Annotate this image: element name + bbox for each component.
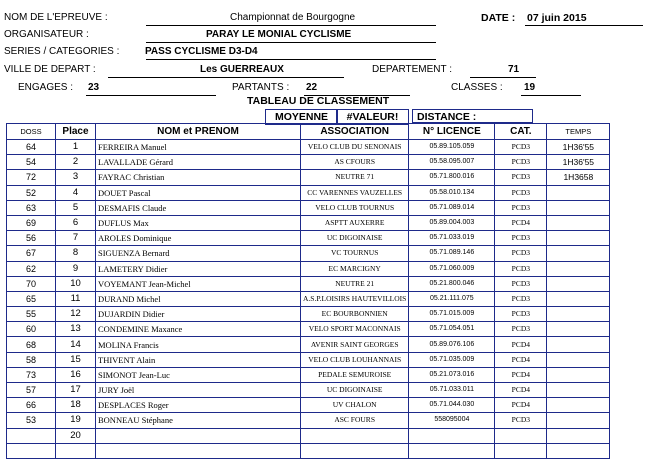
cell-doss: 58 (7, 352, 56, 367)
cell-association (301, 443, 409, 458)
cell-licence: 05.71.089.146 (409, 246, 495, 261)
cell-licence: 05.21.073.016 (409, 367, 495, 382)
cell-doss: 62 (7, 261, 56, 276)
col-header-temps: TEMPS (547, 124, 610, 140)
cell-cat: PCD4 (495, 367, 547, 382)
cell-cat: PCD4 (495, 215, 547, 230)
cell-temps (547, 428, 610, 443)
table-row (7, 200, 610, 215)
cell-temps (547, 322, 610, 337)
cell-cat: PCD4 (495, 398, 547, 413)
series-value: PASS CYCLISME D3-D4 (145, 46, 258, 57)
cell-temps (547, 413, 610, 428)
cell-doss: 53 (7, 413, 56, 428)
table-row (7, 170, 610, 185)
cell-name: BONNEAU Stéphane (96, 413, 301, 428)
cell-place: 5 (56, 200, 96, 215)
moyenne-value: #VALEUR! (346, 111, 399, 123)
cell-doss: 72 (7, 170, 56, 185)
cell-licence (409, 428, 495, 443)
cell-cat: PCD3 (495, 276, 547, 291)
cell-place: 19 (56, 413, 96, 428)
cell-place: 9 (56, 261, 96, 276)
cell-association: ASC FOURS (301, 413, 409, 428)
cell-name: FAYRAC Christian (96, 170, 301, 185)
cell-doss: 66 (7, 398, 56, 413)
epreuve-value: Championnat de Bourgogne (230, 12, 356, 23)
cell-name: MOLINA Francis (96, 337, 301, 352)
table-row (7, 155, 610, 170)
cell-cat: PCD3 (495, 155, 547, 170)
table-row (7, 413, 610, 428)
cell-name: DUJARDIN Didier (96, 307, 301, 322)
cell-name: DESMAFIS Claude (96, 200, 301, 215)
moyenne-label: MOYENNE (274, 111, 329, 123)
table-row (7, 383, 610, 398)
cell-licence: 05.21.111.075 (409, 291, 495, 306)
cell-place (56, 443, 96, 458)
cell-place: 6 (56, 215, 96, 230)
cell-association: VELO CLUB DU SENONAIS (301, 140, 409, 155)
cell-name: CONDEMINE Maxance (96, 322, 301, 337)
cell-doss: 63 (7, 200, 56, 215)
cell-licence: 05.71.089.014 (409, 200, 495, 215)
cell-cat: PCD3 (495, 231, 547, 246)
cell-name: DESPLACES Roger (96, 398, 301, 413)
distance-cell (412, 109, 533, 123)
cell-temps (547, 443, 610, 458)
cell-place: 1 (56, 140, 96, 155)
col-header-name: NOM et PRENOM (96, 124, 301, 140)
table-row (7, 443, 610, 458)
cell-place: 20 (56, 428, 96, 443)
table-row (7, 367, 610, 382)
table-row (7, 337, 610, 352)
engages-label: ENGAGES : (18, 82, 74, 93)
cell-doss (7, 443, 56, 458)
table-row (7, 140, 610, 155)
organisateur-underline (146, 42, 436, 43)
cell-doss: 52 (7, 185, 56, 200)
cell-association: NEUTRE 71 (301, 170, 409, 185)
cell-place: 4 (56, 185, 96, 200)
cell-name: VOYEMANT Jean-Michel (96, 276, 301, 291)
cell-doss: 55 (7, 307, 56, 322)
cell-association: VC TOURNUS (301, 246, 409, 261)
cell-cat: PCD3 (495, 261, 547, 276)
organisateur-label: ORGANISATEUR : (4, 29, 89, 40)
cell-licence: 05.89.105.059 (409, 140, 495, 155)
results-table-body (7, 124, 610, 459)
cell-association: VELO CLUB TOURNUS (301, 200, 409, 215)
ville-value: Les GUERREAUX (200, 64, 284, 75)
cell-temps (547, 367, 610, 382)
partants-label: PARTANTS : (232, 82, 290, 93)
table-row (7, 352, 610, 367)
cell-association (301, 428, 409, 443)
cell-place: 17 (56, 383, 96, 398)
tableau-title: TABLEAU DE CLASSEMENT (247, 95, 390, 107)
cell-doss: 69 (7, 215, 56, 230)
cell-association: EC BOURBONNIEN (301, 307, 409, 322)
cell-cat: PCD3 (495, 200, 547, 215)
cell-temps (547, 398, 610, 413)
cell-association: NEUTRE 21 (301, 276, 409, 291)
cell-name: JURY Joël (96, 383, 301, 398)
cell-cat: PCD3 (495, 307, 547, 322)
cell-place: 13 (56, 322, 96, 337)
cell-temps (547, 231, 610, 246)
table-row (7, 428, 610, 443)
cell-doss: 68 (7, 337, 56, 352)
cell-association: EC MARCIGNY (301, 261, 409, 276)
table-row (7, 215, 610, 230)
series-underline (146, 59, 436, 60)
cell-doss: 70 (7, 276, 56, 291)
cell-licence: 05.71.035.009 (409, 352, 495, 367)
cell-temps (547, 307, 610, 322)
cell-name: DUFLUS Max (96, 215, 301, 230)
cell-licence (409, 443, 495, 458)
cell-place: 3 (56, 170, 96, 185)
cell-cat: PCD4 (495, 352, 547, 367)
cell-association: AS CFOURS (301, 155, 409, 170)
cell-association: PEDALE SEMUROISE (301, 367, 409, 382)
cell-temps (547, 200, 610, 215)
classes-underline (521, 95, 581, 96)
table-header-row (7, 124, 610, 140)
cell-name: LAMETERY Didier (96, 261, 301, 276)
cell-name: SIGUENZA Bernard (96, 246, 301, 261)
cell-doss: 64 (7, 140, 56, 155)
ville-underline (108, 77, 344, 78)
cell-association: ASPTT AUXERRE (301, 215, 409, 230)
departement-underline (470, 77, 536, 78)
cell-place: 16 (56, 367, 96, 382)
cell-name: THIVENT Alain (96, 352, 301, 367)
cell-association: CC VARENNES VAUZELLES (301, 185, 409, 200)
cell-cat: PCD3 (495, 413, 547, 428)
engages-underline (86, 95, 216, 96)
cell-doss (7, 428, 56, 443)
cell-licence: 05.21.800.046 (409, 276, 495, 291)
cell-temps: 1H3658 (547, 170, 610, 185)
epreuve-label: NOM DE L'EPREUVE : (4, 12, 108, 23)
cell-place: 2 (56, 155, 96, 170)
table-row (7, 307, 610, 322)
cell-association: AVENIR SAINT GEORGES (301, 337, 409, 352)
cell-temps (547, 383, 610, 398)
cell-association: UV CHALON (301, 398, 409, 413)
cell-licence: 05.71.060.009 (409, 261, 495, 276)
date-underline (525, 25, 643, 26)
cell-licence: 05.71.054.051 (409, 322, 495, 337)
cell-temps (547, 276, 610, 291)
cell-licence: 05.58.010.134 (409, 185, 495, 200)
table-row (7, 276, 610, 291)
epreuve-underline (146, 25, 436, 26)
cell-place: 10 (56, 276, 96, 291)
cell-licence: 05.58.095.007 (409, 155, 495, 170)
cell-temps (547, 185, 610, 200)
cell-temps (547, 261, 610, 276)
col-header-cat: CAT. (495, 124, 547, 140)
cell-place: 15 (56, 352, 96, 367)
departement-value: 71 (508, 64, 520, 75)
cell-cat: PCD3 (495, 140, 547, 155)
table-row (7, 322, 610, 337)
col-header-place: Place (56, 124, 96, 140)
cell-cat: PCD4 (495, 383, 547, 398)
cell-temps (547, 291, 610, 306)
cell-cat: PCD4 (495, 337, 547, 352)
cell-association: UC DIGOINAISE (301, 231, 409, 246)
cell-place: 12 (56, 307, 96, 322)
cell-place: 8 (56, 246, 96, 261)
organisateur-value: PARAY LE MONIAL CYCLISME (206, 29, 352, 40)
cell-name (96, 428, 301, 443)
departement-label: DEPARTEMENT : (372, 64, 453, 75)
cell-name: SIMONOT Jean-Luc (96, 367, 301, 382)
series-label: SERIES / CATEGORIES : (4, 46, 120, 57)
engages-value: 23 (88, 82, 100, 93)
cell-temps: 1H36'55 (547, 140, 610, 155)
cell-place: 18 (56, 398, 96, 413)
cell-place: 7 (56, 231, 96, 246)
table-row (7, 246, 610, 261)
date-value: 07 juin 2015 (527, 12, 587, 24)
col-header-doss: DOSS (7, 124, 56, 140)
cell-place: 11 (56, 291, 96, 306)
cell-name: DURAND Michel (96, 291, 301, 306)
col-header-association: ASSOCIATION (301, 124, 409, 140)
cell-doss: 56 (7, 231, 56, 246)
cell-cat (495, 428, 547, 443)
cell-doss: 67 (7, 246, 56, 261)
cell-place: 14 (56, 337, 96, 352)
cell-licence: 05.71.033.019 (409, 231, 495, 246)
partants-value: 22 (306, 82, 318, 93)
cell-licence: 05.71.033.011 (409, 383, 495, 398)
ville-label: VILLE DE DEPART : (4, 64, 96, 75)
classes-value: 19 (524, 82, 536, 93)
cell-cat (495, 443, 547, 458)
cell-cat: PCD3 (495, 246, 547, 261)
cell-licence: 05.71.800.016 (409, 170, 495, 185)
classes-label: CLASSES : (451, 82, 503, 93)
cell-temps (547, 246, 610, 261)
cell-licence: 05.71.044.030 (409, 398, 495, 413)
cell-name: AROLES Dominique (96, 231, 301, 246)
table-row (7, 398, 610, 413)
cell-doss: 65 (7, 291, 56, 306)
cell-name: LAVALLADE Gérard (96, 155, 301, 170)
cell-association: VELO SPORT MACONNAIS (301, 322, 409, 337)
cell-licence: 05.71.015.009 (409, 307, 495, 322)
cell-temps: 1H36'55 (547, 155, 610, 170)
cell-cat: PCD3 (495, 291, 547, 306)
table-row (7, 291, 610, 306)
cell-temps (547, 215, 610, 230)
cell-licence: 05.89.004.003 (409, 215, 495, 230)
cell-doss: 73 (7, 367, 56, 382)
cell-association: A.S.P.LOISIRS HAUTEVILLOIS (301, 291, 409, 306)
cell-name: FERREIRA Manuel (96, 140, 301, 155)
cell-association: UC DIGOINAISE (301, 383, 409, 398)
table-row (7, 185, 610, 200)
cell-association: VELO CLUB LOUHANNAIS (301, 352, 409, 367)
cell-cat: PCD3 (495, 185, 547, 200)
cell-doss: 54 (7, 155, 56, 170)
cell-licence: 05.89.076.106 (409, 337, 495, 352)
cell-licence: 558095004 (409, 413, 495, 428)
cell-name (96, 443, 301, 458)
cell-doss: 57 (7, 383, 56, 398)
cell-temps (547, 337, 610, 352)
table-row (7, 261, 610, 276)
cell-doss: 60 (7, 322, 56, 337)
cell-cat: PCD3 (495, 322, 547, 337)
cell-cat: PCD3 (495, 170, 547, 185)
cell-name: DOUET Pascal (96, 185, 301, 200)
table-row (7, 231, 610, 246)
results-table (6, 123, 610, 459)
distance-label: DISTANCE : (417, 111, 477, 123)
cell-temps (547, 352, 610, 367)
date-label: DATE : (481, 12, 516, 24)
col-header-licence: N° LICENCE (409, 124, 495, 140)
